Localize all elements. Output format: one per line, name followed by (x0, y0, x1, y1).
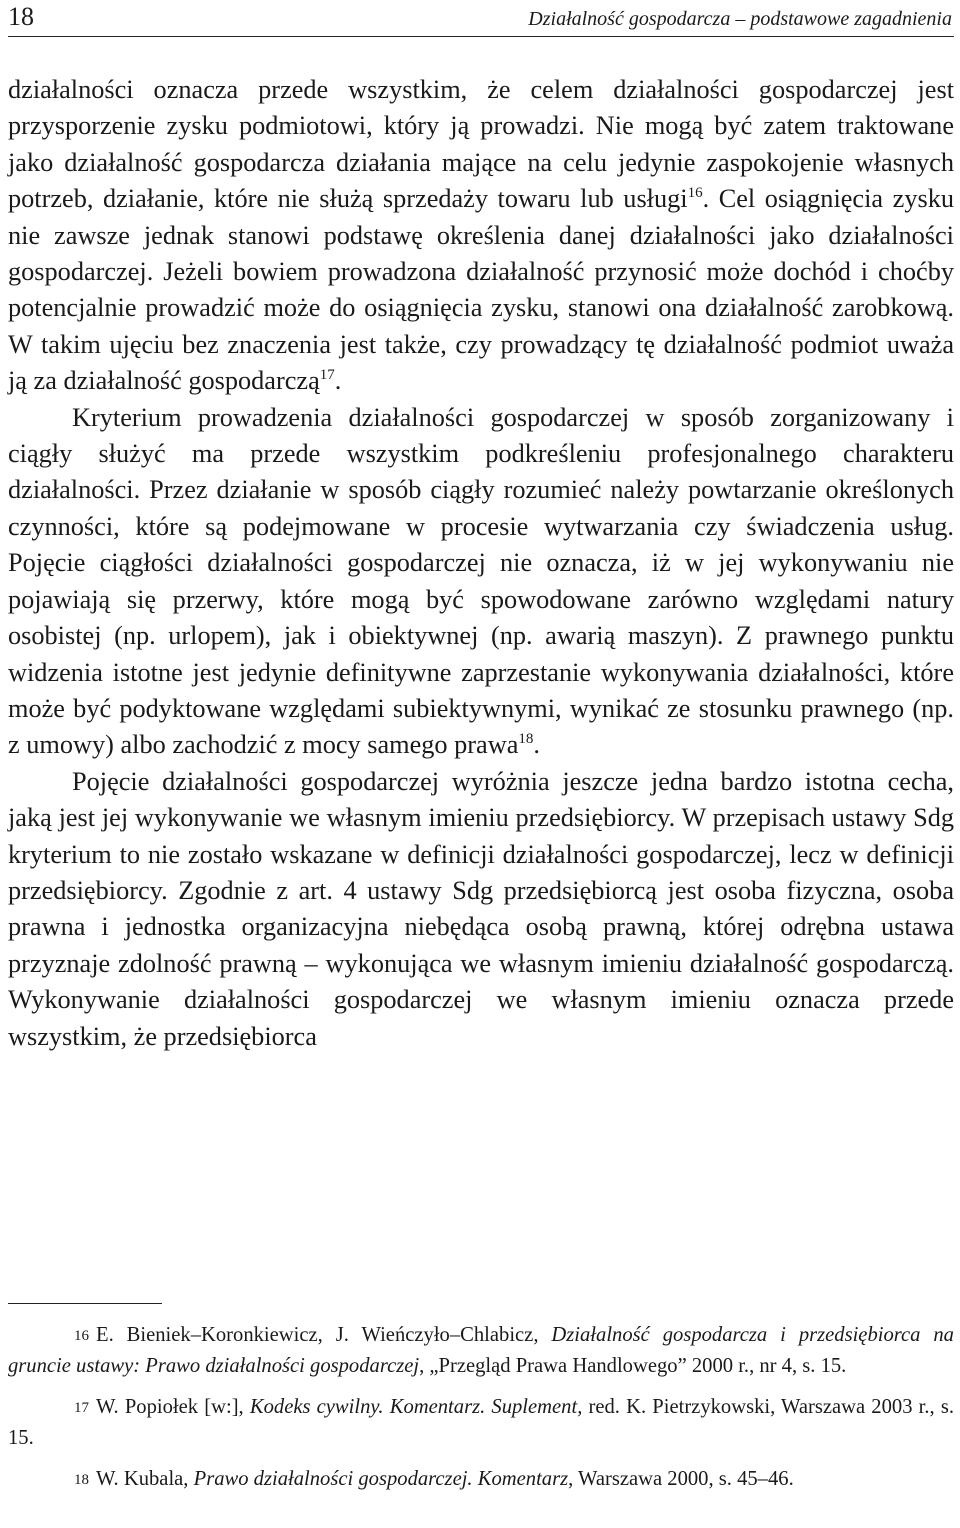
running-title: Działalność gospodarcza – podstawowe zagadnienia (528, 8, 952, 30)
footnote-18 (8, 1464, 954, 1495)
footnote-source: , Warszawa 2000, s. 45–46. (568, 1468, 794, 1490)
footnote-source: , „Przegląd Prawa Handlowego” 2000 r., nr 4, s. 15. (419, 1355, 847, 1377)
footnote-17 (8, 1392, 954, 1453)
paragraph-3: Pojęcie działalności gospodarczej wyróżnia jeszcze jedna bardzo istotna cecha, jaką jest jej wykonywanie we własnym imieniu przedsiębiorcy. W przepisach ustawy Sdg kryterium to nie zostało wskazane w definicji działalności gospodarczej, lecz w definicji przedsiębiorcy. Zgodnie z art. 4 ustawy Sdg przedsiębiorcą jest osoba fizyczna, osoba prawna i jednostka organizacyjna niebędąca osobą prawną, której odrębna ustawa przyznaje zdolność prawną – wykonująca we własnym imieniu działalność gospodarczą. Wykonywanie działalności gospodarczej we własnym imieniu oznacza przede wszystkim, że przedsiębiorca (8, 766, 954, 1051)
paragraph-1 (8, 72, 954, 400)
footnotes (8, 1320, 954, 1506)
footnote-title: Kodeks cywilny. Komentarz. Suplement, (249, 1396, 583, 1418)
footnote-authors: W. Popiołek [w:], (96, 1396, 250, 1418)
footnote-number: 18 (74, 1472, 89, 1488)
footnote-ref-18: 18 (518, 731, 534, 748)
footnote-16 (8, 1320, 954, 1381)
footnote-authors: W. Kubala, (96, 1468, 194, 1490)
footnote-separator (8, 1303, 162, 1304)
footnote-title: Działalność gospodarcza i przedsiębiorca na gruncie ustawy: Prawo działalności gospodarczej (8, 1324, 954, 1377)
paragraph-1-text-c: . (334, 366, 342, 396)
footnote-source: red. K. Pietrzykowski, Warszawa 2003 r., s. 15. (8, 1396, 954, 1449)
paragraph-2-text-b: . (533, 730, 540, 760)
paragraph-2 (8, 400, 954, 764)
paragraph-1-text-a: działalności oznacza przede wszystkim, że celem działalności gospodarczej jest przysporzenie zysku podmiotowi, który ją prowadzi. Nie mogą być zatem traktowane jako działalność gospodarcza działania mające na celu jedynie zaspokojenie własnych potrzeb, działanie, które nie służą sprzedaży towaru lub usługi (8, 75, 954, 214)
footnote-number: 17 (74, 1400, 89, 1416)
main-text (8, 72, 954, 1055)
paragraph-1-text-b: . Cel osiągnięcia zysku nie zawsze jednak stanowi podstawę określenia danej działalności jako działalności gospodarczej. Jeżeli bowiem prowadzona działalność przynosić może dochód i choćby potencjalnie prowadzić może do osiągnięcia zysku, stanowi ona działalność zarobkową. W takim ujęciu bez znaczenia jest także, czy prowadzący tę działalność podmiot uważa ją za działalność gospodarczą (8, 184, 954, 396)
page-header (8, 2, 954, 37)
footnote-authors: E. Bieniek–Koronkiewicz, J. Wieńczyło–Chlabicz, (96, 1324, 552, 1346)
footnote-title: Prawo działalności gospodarczej. Komentarz (193, 1468, 569, 1490)
footnote-ref-17: 17 (319, 367, 335, 384)
paragraph-2-text-a: Kryterium prowadzenia działalności gospodarczej w sposób zorganizowany i ciągły służyć ma przede wszystkim podkreśleniu profesjonalnego charakteru działalności. Przez działanie w sposób ciągły rozumieć należy powtarzanie określonych czynności, które są podejmowane w procesie wytwarzania czy świadczenia usług. Pojęcie ciągłości działalności gospodarczej nie oznacza, iż w jej wykonywaniu nie pojawiają się przerwy, które mogą być spowodowane zarówno względami natury osobistej (np. urlopem), jak i obiektywnej (np. awarią maszyn). Z prawnego punktu widzenia istotne jest jedynie definitywne zaprzestanie wykonywania działalności, które może być podyktowane względami subiektywnymi, wynikać ze stosunku prawnego (np. z umowy) albo zachodzić z mocy samego prawa (8, 402, 954, 760)
page-number: 18 (8, 2, 34, 31)
footnote-ref-16: 16 (687, 185, 703, 202)
footnote-number: 16 (74, 1328, 89, 1344)
